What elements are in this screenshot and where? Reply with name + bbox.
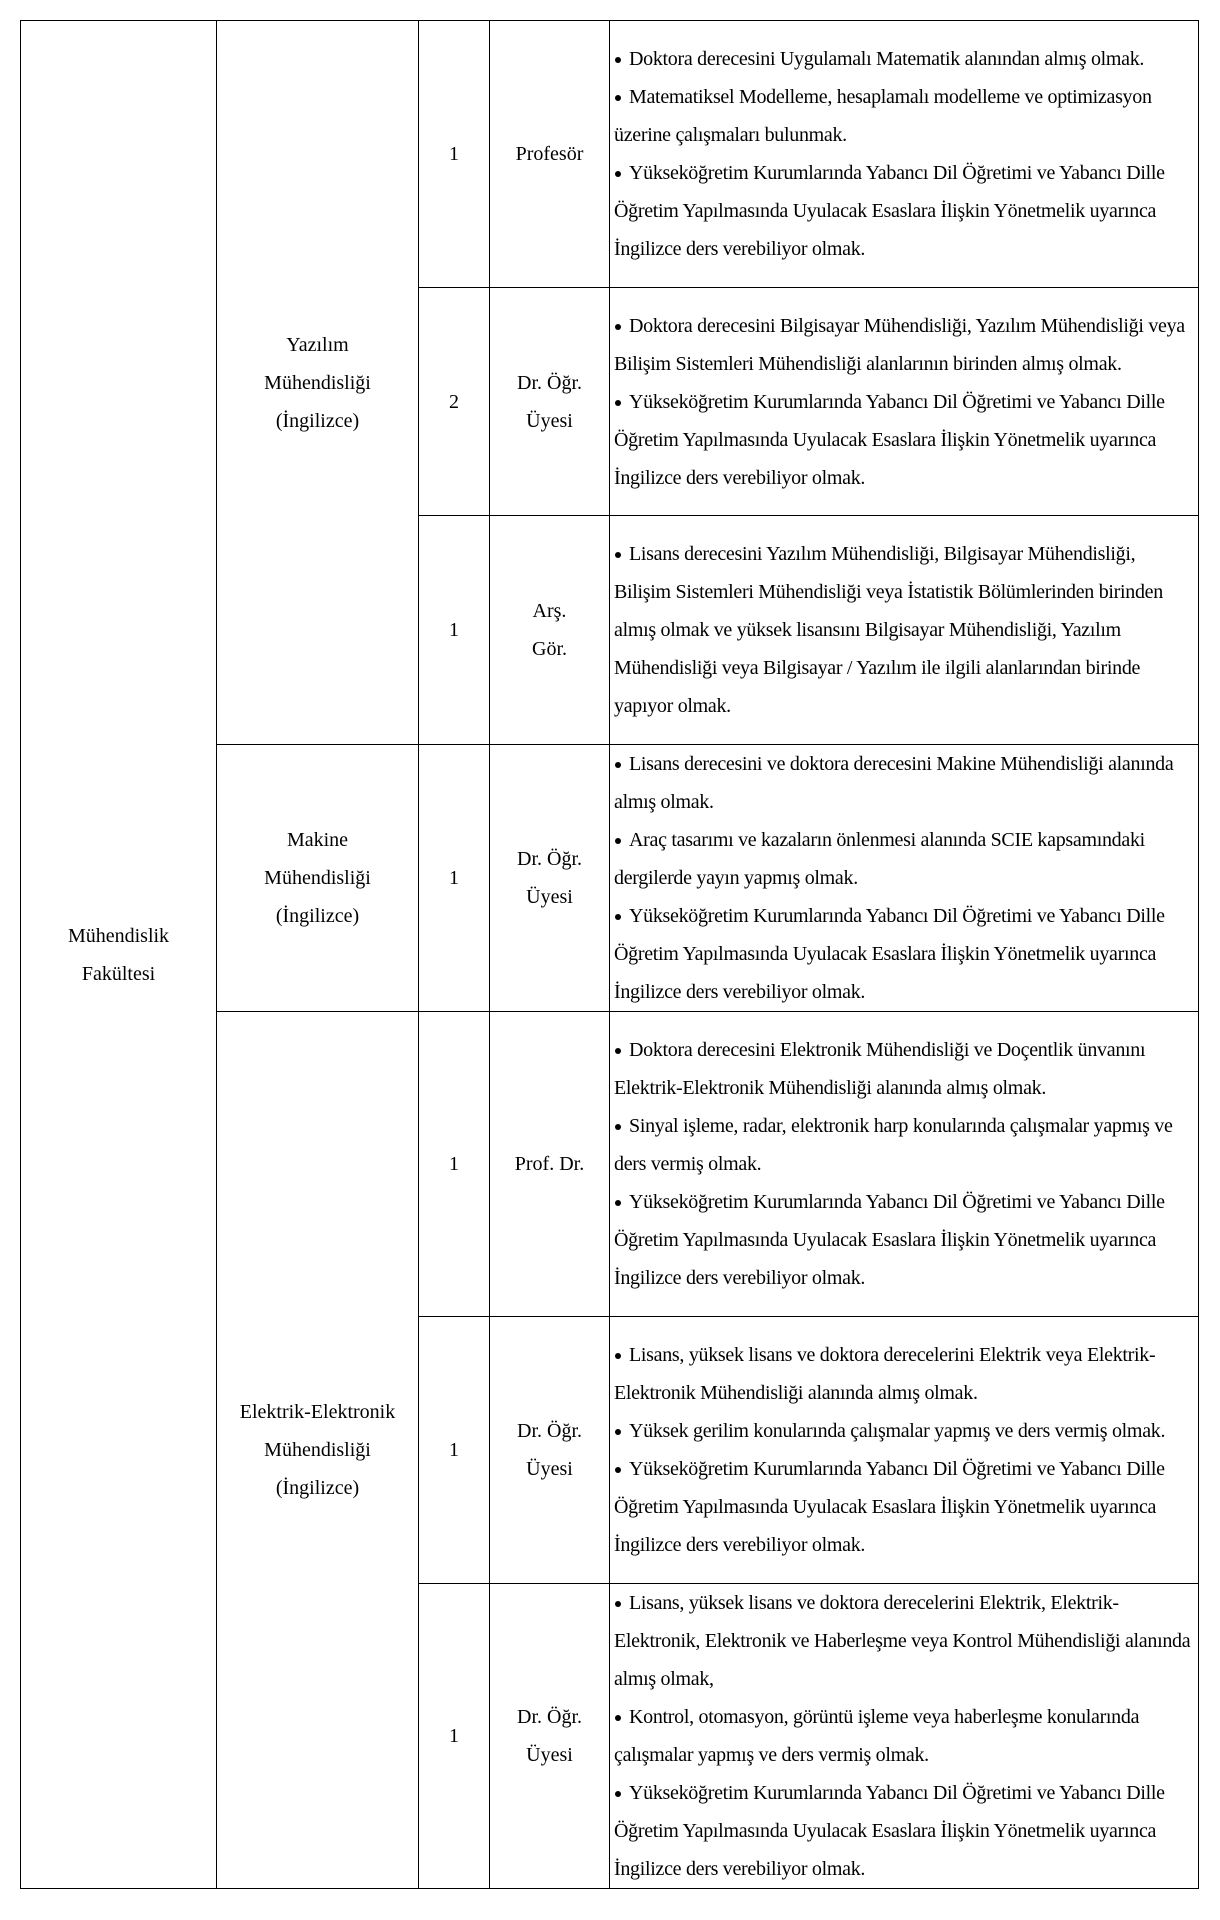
requirements-cell	[610, 1317, 1199, 1584]
requirement-text: Yükseköğretim Kurumlarında Yabancı Dil Öğretimi ve Yabancı Dille Öğretim Yapılmasında Uyulacak Esaslara İlişkin Yönetmelik uyarınca İngilizce ders verebiliyor olmak.	[614, 390, 1165, 489]
requirement-item	[614, 154, 1195, 268]
requirement-text: Lisans, yüksek lisans ve doktora derecelerini Elektrik veya Elektrik-Elektronik Mühendisliği alanında almış olmak.	[614, 1344, 1156, 1404]
position-title: Arş. Gör.	[532, 600, 567, 660]
requirement-text: Lisans derecesini Yazılım Mühendisliği, Bilgisayar Mühendisliği, Bilişim Sistemleri Mühendisliği veya İstatistik Bölümlerinden birinden almış olmak ve yüksek lisansını Bilgisayar Mühendisliği, Yazılım Mühendisliği veya Bilgisayar / Yazılım ile ilgili alanlarından birinde yapıyor olmak.	[614, 543, 1163, 717]
requirement-text: Sinyal işleme, radar, elektronik harp konularında çalışmalar yapmış ve ders vermiş olmak.	[614, 1115, 1173, 1175]
bullet-icon	[615, 1200, 621, 1206]
bullet-icon	[615, 762, 621, 768]
title-cell	[490, 745, 610, 1012]
requirements-cell	[610, 1584, 1199, 1889]
requirement-text: Yükseköğretim Kurumlarında Yabancı Dil Öğretimi ve Yabancı Dille Öğretim Yapılmasında Uyulacak Esaslara İlişkin Yönetmelik uyarınca İngilizce ders verebiliyor olmak.	[614, 162, 1165, 260]
requirement-text: Yükseköğretim Kurumlarında Yabancı Dil Öğretimi ve Yabancı Dille Öğretim Yapılmasında Uyulacak Esaslara İlişkin Yönetmelik uyarınca İngilizce ders verebiliyor olmak.	[614, 1782, 1165, 1880]
requirement-item	[614, 40, 1195, 78]
title-cell	[490, 516, 610, 745]
requirement-item	[614, 1107, 1195, 1183]
bullet-icon	[615, 838, 621, 844]
requirement-text: Yükseköğretim Kurumlarında Yabancı Dil Öğretimi ve Yabancı Dille Öğretim Yapılmasında Uyulacak Esaslara İlişkin Yönetmelik uyarınca İngilizce ders verebiliyor olmak.	[614, 905, 1165, 1003]
position-count: 1	[449, 867, 459, 889]
position-title: Dr. Öğr. Üyesi	[517, 1706, 582, 1766]
department-name: Elektrik-Elektronik Mühendisliği (İngilizce)	[239, 1401, 396, 1499]
bullet-icon	[615, 1429, 621, 1435]
bullet-icon	[615, 171, 621, 177]
bullet-icon	[615, 324, 621, 330]
title-cell	[490, 288, 610, 516]
requirement-item	[614, 383, 1195, 497]
bullet-icon	[615, 552, 621, 558]
table-row	[21, 21, 1199, 288]
positions-table	[20, 20, 1199, 1889]
count-cell	[419, 745, 490, 1012]
bullet-icon	[615, 1353, 621, 1359]
title-cell	[490, 1012, 610, 1317]
requirements-cell	[610, 1012, 1199, 1317]
position-count: 1	[449, 1439, 459, 1461]
count-cell	[419, 1584, 490, 1889]
requirement-item	[614, 1698, 1195, 1774]
bullet-icon	[615, 1791, 621, 1797]
position-count: 2	[449, 390, 459, 413]
department-name: Yazılım Mühendisliği (İngilizce)	[264, 333, 371, 432]
count-cell	[419, 516, 490, 745]
requirement-text: Yükseköğretim Kurumlarında Yabancı Dil Öğretimi ve Yabancı Dille Öğretim Yapılmasında Uyulacak Esaslara İlişkin Yönetmelik uyarınca İngilizce ders verebiliyor olmak.	[614, 1191, 1165, 1289]
bullet-icon	[615, 1467, 621, 1473]
requirement-text: Doktora derecesini Bilgisayar Mühendisliği, Yazılım Mühendisliği veya Bilişim Sistemleri Mühendisliği alanlarının birinden almış olmak.	[614, 314, 1185, 375]
count-cell	[419, 288, 490, 516]
bullet-icon	[615, 1048, 621, 1054]
requirement-text: Lisans derecesini ve doktora derecesini Makine Mühendisliği alanında almış olmak.	[614, 753, 1174, 813]
requirement-item	[614, 535, 1195, 725]
requirement-item	[614, 897, 1195, 1011]
requirements-cell	[610, 516, 1199, 745]
position-count: 1	[449, 1153, 459, 1175]
requirement-item	[614, 1412, 1195, 1450]
position-title: Dr. Öğr. Üyesi	[517, 848, 582, 908]
bullet-icon	[615, 1715, 621, 1721]
bullet-icon	[615, 95, 621, 101]
requirement-text: Matematiksel Modelleme, hesaplamalı modelleme ve optimizasyon üzerine çalışmaları bulunmak.	[614, 86, 1152, 146]
position-title: Profesör	[515, 143, 584, 165]
requirement-text: Doktora derecesini Uygulamalı Matematik alanından almış olmak.	[629, 48, 1145, 70]
faculty-name: Mühendislik Fakültesi	[67, 924, 170, 985]
requirement-item	[614, 1774, 1195, 1888]
requirement-item	[614, 1336, 1195, 1412]
position-count: 1	[449, 1725, 459, 1747]
requirement-item	[614, 745, 1195, 821]
department-name: Makine Mühendisliği (İngilizce)	[264, 829, 371, 927]
bullet-icon	[615, 1601, 621, 1607]
count-cell	[419, 1317, 490, 1584]
requirement-text: Yükseköğretim Kurumlarında Yabancı Dil Öğretimi ve Yabancı Dille Öğretim Yapılmasında Uyulacak Esaslara İlişkin Yönetmelik uyarınca İngilizce ders verebiliyor olmak.	[614, 1458, 1165, 1556]
requirement-item	[614, 1584, 1195, 1698]
position-count: 1	[449, 619, 459, 641]
requirement-text: Doktora derecesini Elektronik Mühendisliği ve Doçentlik ünvanını Elektrik-Elektronik Mühendisliği alanında almış olmak.	[614, 1039, 1146, 1099]
position-title: Dr. Öğr. Üyesi	[517, 1420, 582, 1480]
requirement-text: Lisans, yüksek lisans ve doktora derecelerini Elektrik, Elektrik-Elektronik, Elektronik ve Haberleşme veya Kontrol Mühendisliği alanında almış olmak,	[614, 1592, 1191, 1690]
position-title: Dr. Öğr. Üyesi	[517, 371, 582, 432]
count-cell	[419, 21, 490, 288]
title-cell	[490, 1317, 610, 1584]
requirement-item	[614, 1031, 1195, 1107]
department-cell	[217, 1012, 419, 1889]
bullet-icon	[615, 914, 621, 920]
title-cell	[490, 1584, 610, 1889]
department-cell	[217, 745, 419, 1012]
requirement-text: Yüksek gerilim konularında çalışmalar yapmış ve ders vermiş olmak.	[629, 1420, 1166, 1442]
department-cell	[217, 21, 419, 745]
requirements-cell	[610, 745, 1199, 1012]
requirement-text: Kontrol, otomasyon, görüntü işleme veya haberleşme konularında çalışmalar yapmış ve ders vermiş olmak.	[614, 1706, 1140, 1766]
requirement-item	[614, 821, 1195, 897]
requirement-text: Araç tasarımı ve kazaların önlenmesi alanında SCIE kapsamındaki dergilerde yayın yapmış olmak.	[614, 829, 1145, 889]
requirements-cell	[610, 288, 1199, 516]
faculty-cell	[21, 21, 217, 1889]
requirements-cell	[610, 21, 1199, 288]
position-count: 1	[449, 143, 459, 165]
position-title: Prof. Dr.	[514, 1153, 585, 1175]
count-cell	[419, 1012, 490, 1317]
title-cell	[490, 21, 610, 288]
bullet-icon	[615, 57, 621, 63]
requirement-item	[614, 307, 1195, 383]
bullet-icon	[615, 400, 621, 406]
requirement-item	[614, 1183, 1195, 1297]
requirement-item	[614, 78, 1195, 154]
requirement-item	[614, 1450, 1195, 1564]
bullet-icon	[615, 1124, 621, 1130]
